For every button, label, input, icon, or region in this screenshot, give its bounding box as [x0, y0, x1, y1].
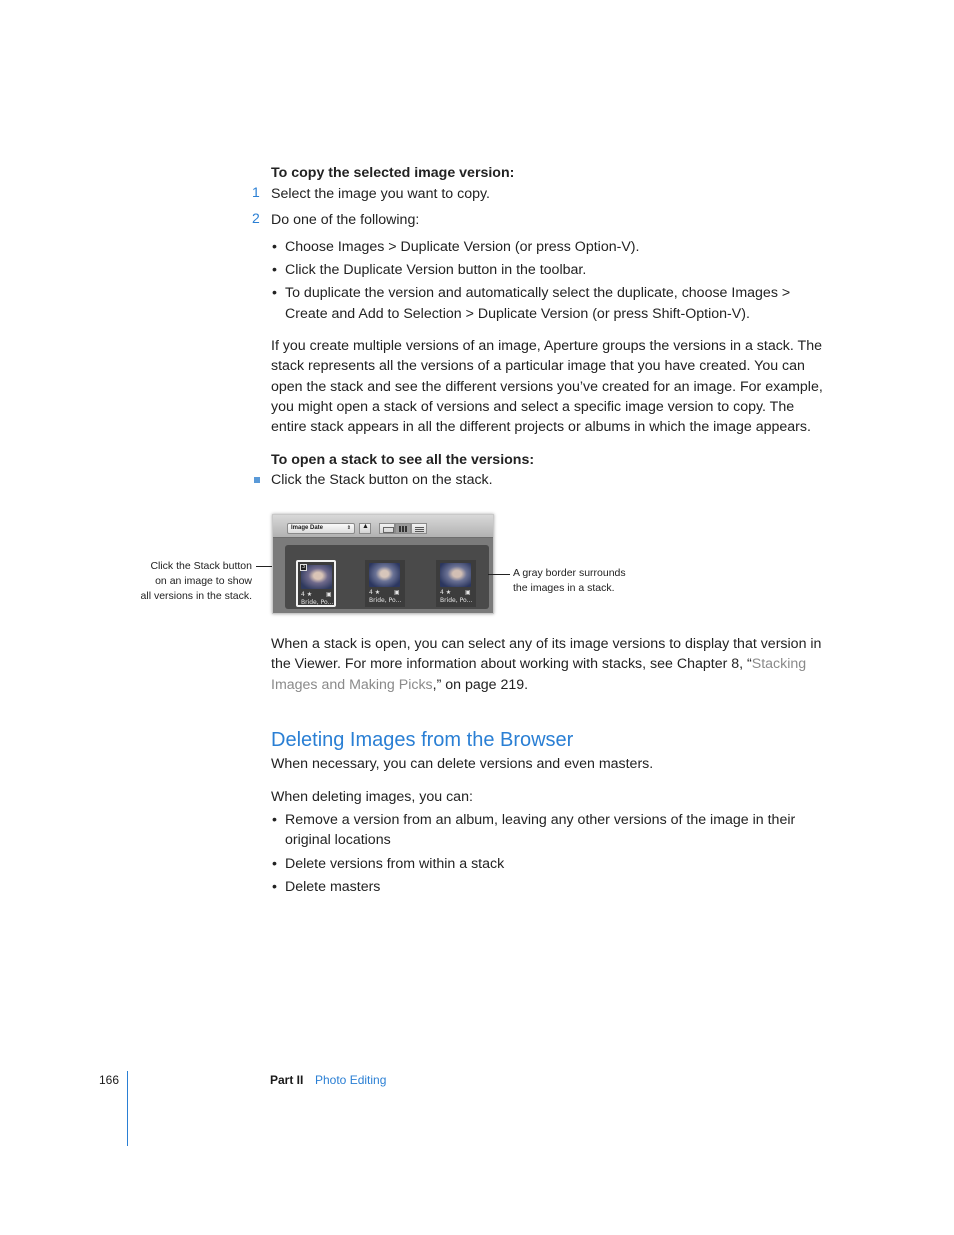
- thumbnail-cell[interactable]: [365, 560, 405, 607]
- caption-line: A gray border surrounds: [513, 567, 626, 579]
- triangle-up-icon: ▲: [362, 523, 369, 530]
- step-number: 2: [252, 210, 260, 226]
- sort-direction-button[interactable]: [359, 523, 371, 534]
- stack-count: 3: [302, 564, 306, 570]
- dropdown-arrows-icon: ⇕: [346, 525, 351, 531]
- paragraph-line: [271, 675, 841, 695]
- body-paragraph: [271, 634, 841, 695]
- thumbnail-label: Bride, Po...: [369, 597, 402, 604]
- bullet-marker: •: [272, 812, 277, 828]
- thumbnail-image: [440, 563, 471, 587]
- procedure-heading-copy: To copy the selected image version:: [271, 165, 515, 181]
- bullet-marker: •: [272, 879, 277, 895]
- stack-button[interactable]: [300, 564, 307, 571]
- browser-screenshot: [272, 514, 494, 614]
- badge-icon: ▣: [394, 589, 400, 596]
- body-paragraph: [271, 336, 841, 437]
- paragraph-line: open the stack and see the different versions you’ve created for an image. For example,: [271, 378, 823, 395]
- square-bullet-icon: [254, 477, 260, 483]
- bullet-marker: •: [272, 856, 277, 872]
- step-text: Do one of the following:: [271, 212, 420, 228]
- sort-dropdown-label: Image Date: [291, 525, 324, 531]
- bullet-text: To duplicate the version and automatically select the duplicate, choose Images >: [285, 285, 791, 301]
- bullet-text: Click the Duplicate Version button in the toolbar.: [285, 262, 587, 278]
- thumbnail-label: Bride, Po...: [440, 597, 473, 604]
- footer-part: Part II: [270, 1073, 304, 1087]
- bullet-marker: •: [272, 285, 277, 301]
- caption-line: on an image to show: [155, 575, 252, 587]
- grid-icon: [399, 526, 408, 532]
- step-text: Click the Stack button on the stack.: [271, 472, 493, 488]
- caption-line: the images in a stack.: [513, 582, 615, 594]
- thumbnail-rating: 4 ★: [301, 591, 313, 598]
- figure-caption-right: [513, 566, 663, 596]
- chapter-link[interactable]: Stacking: [751, 656, 807, 673]
- footer-part-title: Photo Editing: [315, 1073, 387, 1087]
- paragraph-line: When a stack is open, you can select any of its image versions to display that version in: [271, 636, 822, 652]
- bullet-text-continued: original locations: [285, 832, 391, 848]
- text-span: ,” on page 219.: [432, 676, 529, 693]
- paragraph-line: [271, 654, 841, 674]
- text-span: the Viewer. For more information about working with stacks, see Chapter 8, “: [271, 656, 752, 673]
- caption-line: Click the Stack button: [150, 560, 252, 572]
- paragraph-line: stack represents all the versions of a particular image that you have created. You can: [271, 358, 805, 375]
- browser-toolbar: [273, 515, 493, 538]
- list-lead: When deleting images, you can:: [271, 789, 473, 805]
- badge-icon: ▣: [465, 589, 471, 596]
- filmstrip-icon: [383, 527, 394, 533]
- step-number: 1: [252, 184, 260, 200]
- badge-icon: ▣: [326, 591, 332, 598]
- figure-caption-left: [120, 559, 252, 604]
- bullet-text: Choose Images > Duplicate Version (or press Option-V).: [285, 239, 640, 255]
- chapter-link[interactable]: Images and Making Picks: [271, 676, 433, 693]
- paragraph-line: If you create multiple versions of an image, Aperture groups the versions in a stack. The: [271, 338, 822, 354]
- step-text: Select the image you want to copy.: [271, 186, 490, 202]
- bullet-text: Remove a version from an album, leaving any other versions of the image in their: [285, 812, 796, 828]
- bullet-marker: •: [272, 239, 277, 255]
- thumbnail-rating: 4 ★: [369, 589, 381, 596]
- thumbnail-label: Bride, Po...: [301, 599, 334, 606]
- procedure-heading-stack: To open a stack to see all the versions:: [271, 452, 535, 468]
- thumbnail-cell[interactable]: [296, 560, 336, 607]
- thumbnail-image: [369, 563, 400, 587]
- stack-area: [285, 545, 489, 609]
- page-number: 166: [99, 1073, 120, 1087]
- bullet-marker: •: [272, 262, 277, 278]
- caption-line: all versions in the stack.: [140, 590, 252, 602]
- grid-view-button[interactable]: [395, 523, 411, 534]
- bullet-text: Delete versions from within a stack: [285, 856, 505, 872]
- leader-line-right: [488, 574, 510, 575]
- paragraph-line: you might open a stack of versions and select a specific image version to copy. The: [271, 398, 795, 415]
- thumbnail-cell[interactable]: [436, 560, 476, 607]
- sort-dropdown[interactable]: [287, 523, 355, 534]
- bullet-text-continued: Create and Add to Selection > Duplicate Version (or press Shift-Option-V).: [285, 306, 750, 322]
- footer-rule: [127, 1071, 128, 1146]
- section-title: Deleting Images from the Browser: [271, 729, 574, 751]
- filmstrip-view-button[interactable]: [379, 523, 395, 534]
- bullet-text: Delete masters: [285, 879, 381, 895]
- paragraph-line: entire stack appears in all the different projects or albums in which the image appears.: [271, 419, 811, 436]
- thumbnail-rating: 4 ★: [440, 589, 452, 596]
- list-view-button[interactable]: [411, 523, 427, 534]
- section-intro: When necessary, you can delete versions and even masters.: [271, 756, 654, 772]
- list-icon: [415, 526, 424, 532]
